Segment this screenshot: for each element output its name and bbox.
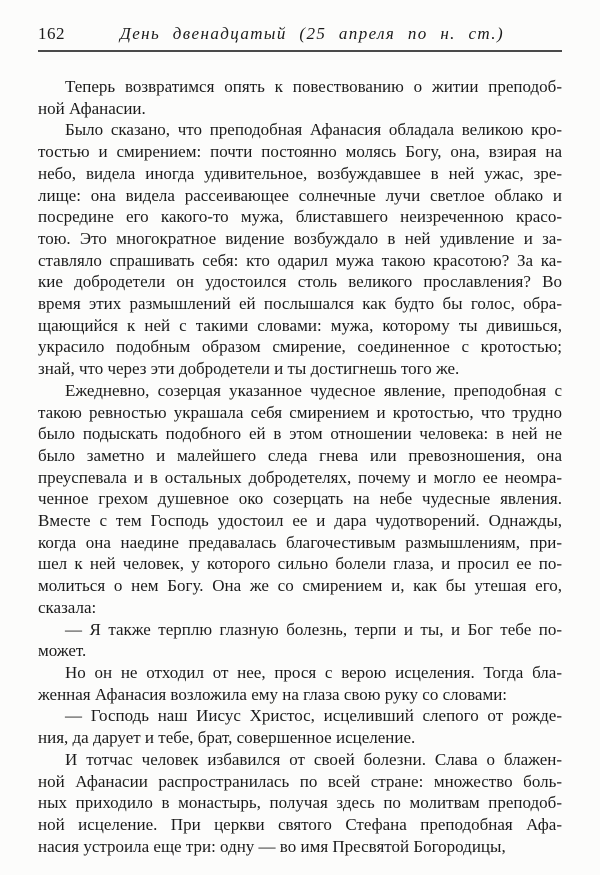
text-line: Ежедневно, созерцая указанное чудесное явление, преподобная с xyxy=(65,380,562,400)
paragraph xyxy=(38,749,562,858)
paragraph xyxy=(38,76,562,119)
text-line: тостью и смирением: почти постоянно молясь Богу, она, взирая на xyxy=(38,142,562,162)
text-line: было подыскать подобного ей в этом отношении человека: в ней не xyxy=(38,424,562,444)
text-line: ченное грехом душевное око созерцать на небе чудесные явления. xyxy=(38,489,562,509)
paragraph xyxy=(38,619,562,662)
paragraph xyxy=(38,380,562,619)
text-line: женная Афанасия возложила ему на глаза свою руку со словами: xyxy=(38,684,508,704)
text-line: украсило подобным образом смирение, соединенное с кротостью; xyxy=(38,337,562,357)
page-header xyxy=(38,24,562,52)
page-body xyxy=(38,76,562,857)
text-line: может. xyxy=(38,641,87,661)
text-line: Вместе с тем Господь удостоил ее и дара чудотворений. Однажды, xyxy=(38,511,562,531)
text-line: ния, да дарует и тебе, брат, совершенное исцеление. xyxy=(38,728,416,748)
text-line: ной Афанасии. xyxy=(38,98,146,118)
text-line: было заметно и малейшего следа гнева или превозношения, она xyxy=(38,445,562,465)
text-line: когда она наедине предавалась благочестивым размышлениям, при- xyxy=(38,532,562,552)
text-line: ставляло спрашивать себя: кто одарил мужа такою красотою? За ка- xyxy=(38,250,562,270)
text-line: насия устроила еще три: одну — во имя Пресвятой Богородицы, xyxy=(38,836,506,856)
text-line: Теперь возвратимся опять к повествованию о житии преподоб- xyxy=(65,77,562,96)
paragraph xyxy=(38,662,562,705)
text-line: — Господь наш Иисус Христос, исцеливший слепого от рожде- xyxy=(65,706,562,726)
text-line: — Я также терплю глазную болезнь, терпи и ты, и Бог тебе по- xyxy=(65,619,562,639)
text-line: Было сказано, что преподобная Афанасия обладала великою кро- xyxy=(65,120,562,140)
text-line: шел к ней человек, у которого сильно болели глаза, и просил ее по- xyxy=(38,554,562,574)
running-title: День двенадцатый (25 апреля по н. ст.) xyxy=(120,24,505,43)
text-line: щающийся к ней с такими словами: мужа, которому ты дивишься, xyxy=(38,315,562,335)
paragraph xyxy=(38,705,562,748)
text-line: такою ревностью украшала себя смирением и кротостью, что трудно xyxy=(38,402,562,422)
text-line: ных приходило в монастырь, получая здесь по молитвам преподоб- xyxy=(38,793,562,813)
text-line: ной исцеление. При церкви святого Стефана преподобная Афа- xyxy=(38,814,562,834)
text-line: время этих размышлений ей послышался как будто бы голос, обра- xyxy=(38,294,562,314)
text-line: сказала: xyxy=(38,597,97,617)
text-line: Но он не отходил от нее, прося с верою исцеления. Тогда бла- xyxy=(65,662,562,682)
text-line: небо, видела иногда удивительное, возбуждавшее в ней ужас, зре- xyxy=(38,163,562,183)
text-line: знай, что через эти добродетели и ты достигнешь того же. xyxy=(38,359,460,379)
text-line: тою. Это многократное видение возбуждало в ней удивление и за- xyxy=(38,228,562,248)
text-line: преуспевала и в остальных добродетелях, почему и могло ее неомра- xyxy=(38,467,562,487)
text-line: кие добродетели он удостоился столь великого прославления? Во xyxy=(38,272,562,292)
paragraph xyxy=(38,119,562,379)
text-line: посредине его какого-то мужа, блиставшего неизреченною красо- xyxy=(38,207,562,227)
text-line: лище: она видела рассеивающее солнечные лучи светлое облако и xyxy=(38,185,562,205)
text-line: ной Афанасии распространилась по всей стране: множество боль- xyxy=(38,771,562,791)
text-line: молиться о нем Богу. Она же со смирением и, как бы утешая его, xyxy=(38,576,562,596)
page-number: 162 xyxy=(38,24,65,43)
text-line: И тотчас человек избавился от своей болезни. Слава о блажен- xyxy=(65,749,562,769)
